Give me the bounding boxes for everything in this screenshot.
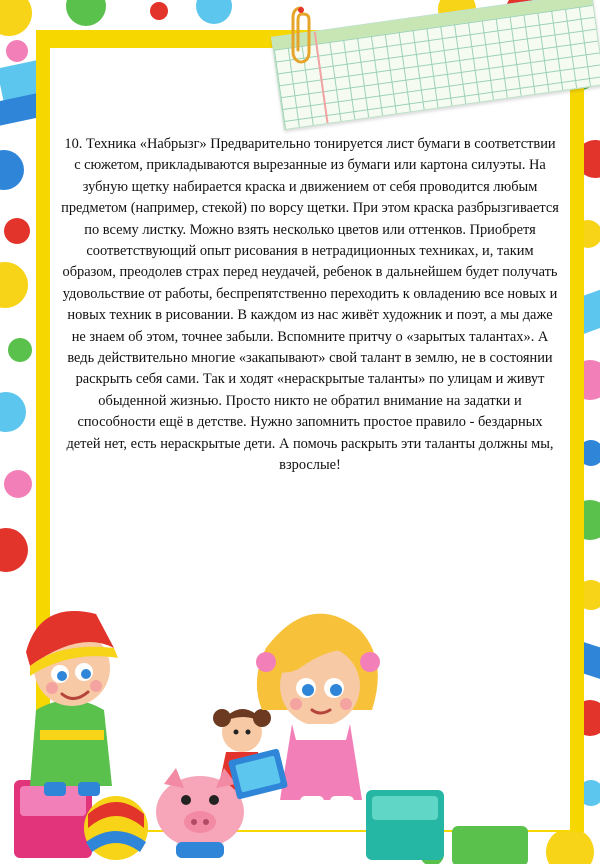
toy-pig	[156, 768, 244, 858]
note-top-band	[272, 0, 593, 50]
polka-dot	[4, 218, 30, 244]
boy-figure	[26, 611, 118, 796]
note-margin-line	[314, 32, 329, 123]
toy-block-green	[452, 826, 528, 864]
polka-dot	[0, 0, 32, 36]
polka-dot	[0, 528, 28, 572]
polka-dot	[66, 0, 106, 26]
children-reading-illustration	[0, 590, 600, 864]
polka-dot	[196, 0, 232, 24]
polka-dot	[0, 392, 26, 432]
polka-dot	[0, 262, 28, 308]
striped-ball	[84, 796, 148, 860]
polka-dot	[4, 470, 32, 498]
polka-dot	[8, 338, 32, 362]
polka-dot	[150, 2, 168, 20]
paperclip-icon	[290, 6, 312, 64]
polka-dot	[6, 40, 28, 62]
article-text: 10. Техника «Набрызг» Предварительно тонируется лист бумаги в соответствии с сюжетом, прикладываются вырезанные из бумаги или картона силуэты. На зубную щетку набирается краска и движением от себя проводится любым предметом (например, стекой) по ворсу щетки. При этом краска разбрызгивается по всему листку. Можно взять несколько цветов или оттенков. Приобретя соответствующий опыт рисования в нетрадиционных техниках, и, таким образом, преодолев страх перед неудачей, ребенок в дальнейшем будет получать удовольствие от работы, беспрепятственно переходить к овладению все новых и новых техник в рисовании. В каждом из нас живёт художник и поэт, а мы даже не знаем об этом, точнее забыли. Вспомните притчу о «зарытых талантах». А ведь действительно многие «закапывают» свой талант в землю, не в состоянии раскрыть себя сами. Так и ходят «нераскрытые таланты» по улицам и живут обыденной жизнью. Просто никто не обратил внимание на задатки и способности ещё в детстве. Нужно запомнить простое правило - бездарных детей нет, есть нераскрытые дети. А помочь раскрыть эти таланты должны мы, взрослые!	[61, 136, 559, 474]
toy-block-teal	[366, 790, 444, 860]
polka-dot	[0, 150, 24, 190]
